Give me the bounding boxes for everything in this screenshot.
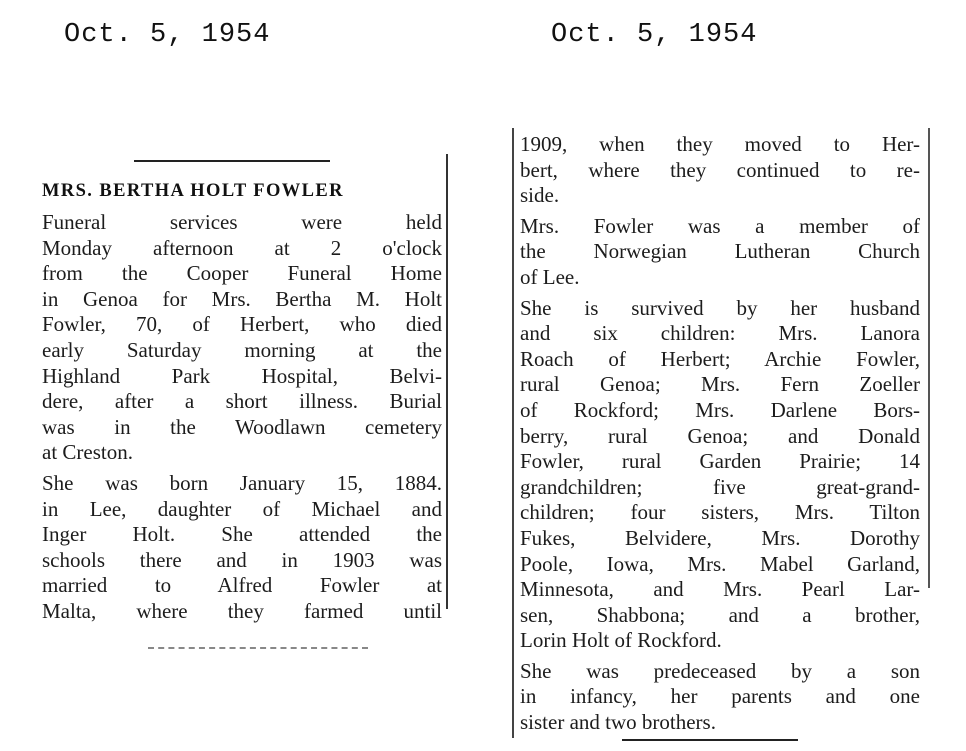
text-line: sen, Shabbona; and a brother, [520, 602, 920, 627]
text-line: Monday afternoon at 2 o'clock [42, 235, 442, 260]
column-divider [928, 128, 930, 588]
text-line: early Saturday morning at the [42, 337, 442, 362]
text-line: the Norwegian Lutheran Church [520, 239, 920, 264]
paragraph [520, 296, 920, 654]
paragraph [42, 471, 442, 625]
right-column-text [520, 132, 920, 736]
text-line: Fowler, 70, of Herbert, who died [42, 312, 442, 337]
clipping-bottom-rule [622, 739, 798, 741]
text-line: Roach of Herbert; Archie Fowler, [520, 346, 920, 371]
paragraph [520, 659, 920, 736]
text-line: and six children: Mrs. Lanora [520, 321, 920, 346]
text-line: Malta, where they farmed until [42, 598, 442, 623]
text-line: at Creston. [42, 440, 133, 465]
text-line: schools there and in 1903 was [42, 547, 442, 572]
text-line: grandchildren; five great-grand- [520, 474, 920, 499]
text-line: married to Alfred Fowler at [42, 573, 442, 598]
obituary-headline: MRS. BERTHA HOLT FOWLER [42, 181, 344, 201]
text-line: rural Genoa; Mrs. Fern Zoeller [520, 372, 920, 397]
text-line: in Lee, daughter of Michael and [42, 496, 442, 521]
text-line: from the Cooper Funeral Home [42, 261, 442, 286]
text-line: Lorin Holt of Rockford. [520, 628, 722, 653]
text-line: was in the Woodlawn cemetery [42, 414, 442, 439]
text-line: 1909, when they moved to Her- [520, 132, 920, 156]
clipping-date-right: Oct. 5, 1954 [551, 20, 758, 50]
column-divider [512, 128, 514, 738]
paragraph [520, 132, 920, 209]
text-line: Minnesota, and Mrs. Pearl Lar- [520, 577, 920, 602]
text-line: sister and two brothers. [520, 710, 716, 735]
clipping-bottom-edge [148, 647, 368, 649]
text-line: Fukes, Belvidere, Mrs. Dorothy [520, 525, 920, 550]
text-line: in Genoa for Mrs. Bertha M. Holt [42, 286, 442, 311]
text-line: berry, rural Genoa; and Donald [520, 423, 920, 448]
text-line: Poole, Iowa, Mrs. Mabel Garland, [520, 551, 920, 576]
text-line: She is survived by her husband [520, 295, 920, 320]
text-line: She was predeceased by a son [520, 658, 920, 683]
text-line: Funeral services were held [42, 210, 442, 234]
column-divider [446, 154, 448, 609]
obituary-clipping-left [38, 148, 448, 653]
text-line: Highland Park Hospital, Belvi- [42, 363, 442, 388]
text-line: Fowler, rural Garden Prairie; 14 [520, 449, 920, 474]
paragraph [42, 210, 442, 466]
left-column-text [42, 210, 442, 625]
text-line: Mrs. Fowler was a member of [520, 213, 920, 238]
text-line: children; four sisters, Mrs. Tilton [520, 500, 920, 525]
headline-rule [134, 160, 330, 162]
clipping-date-left: Oct. 5, 1954 [64, 20, 271, 50]
text-line: of Lee. [520, 264, 580, 289]
text-line: of Rockford; Mrs. Darlene Bors- [520, 397, 920, 422]
obituary-clipping-right [512, 128, 930, 743]
paragraph [520, 214, 920, 291]
text-line: dere, after a short illness. Burial [42, 389, 442, 414]
text-line: bert, where they continued to re- [520, 157, 920, 182]
text-line: side. [520, 183, 560, 208]
text-line: She was born January 15, 1884. [42, 470, 442, 495]
text-line: in infancy, her parents and one [520, 684, 920, 709]
text-line: Inger Holt. She attended the [42, 522, 442, 547]
